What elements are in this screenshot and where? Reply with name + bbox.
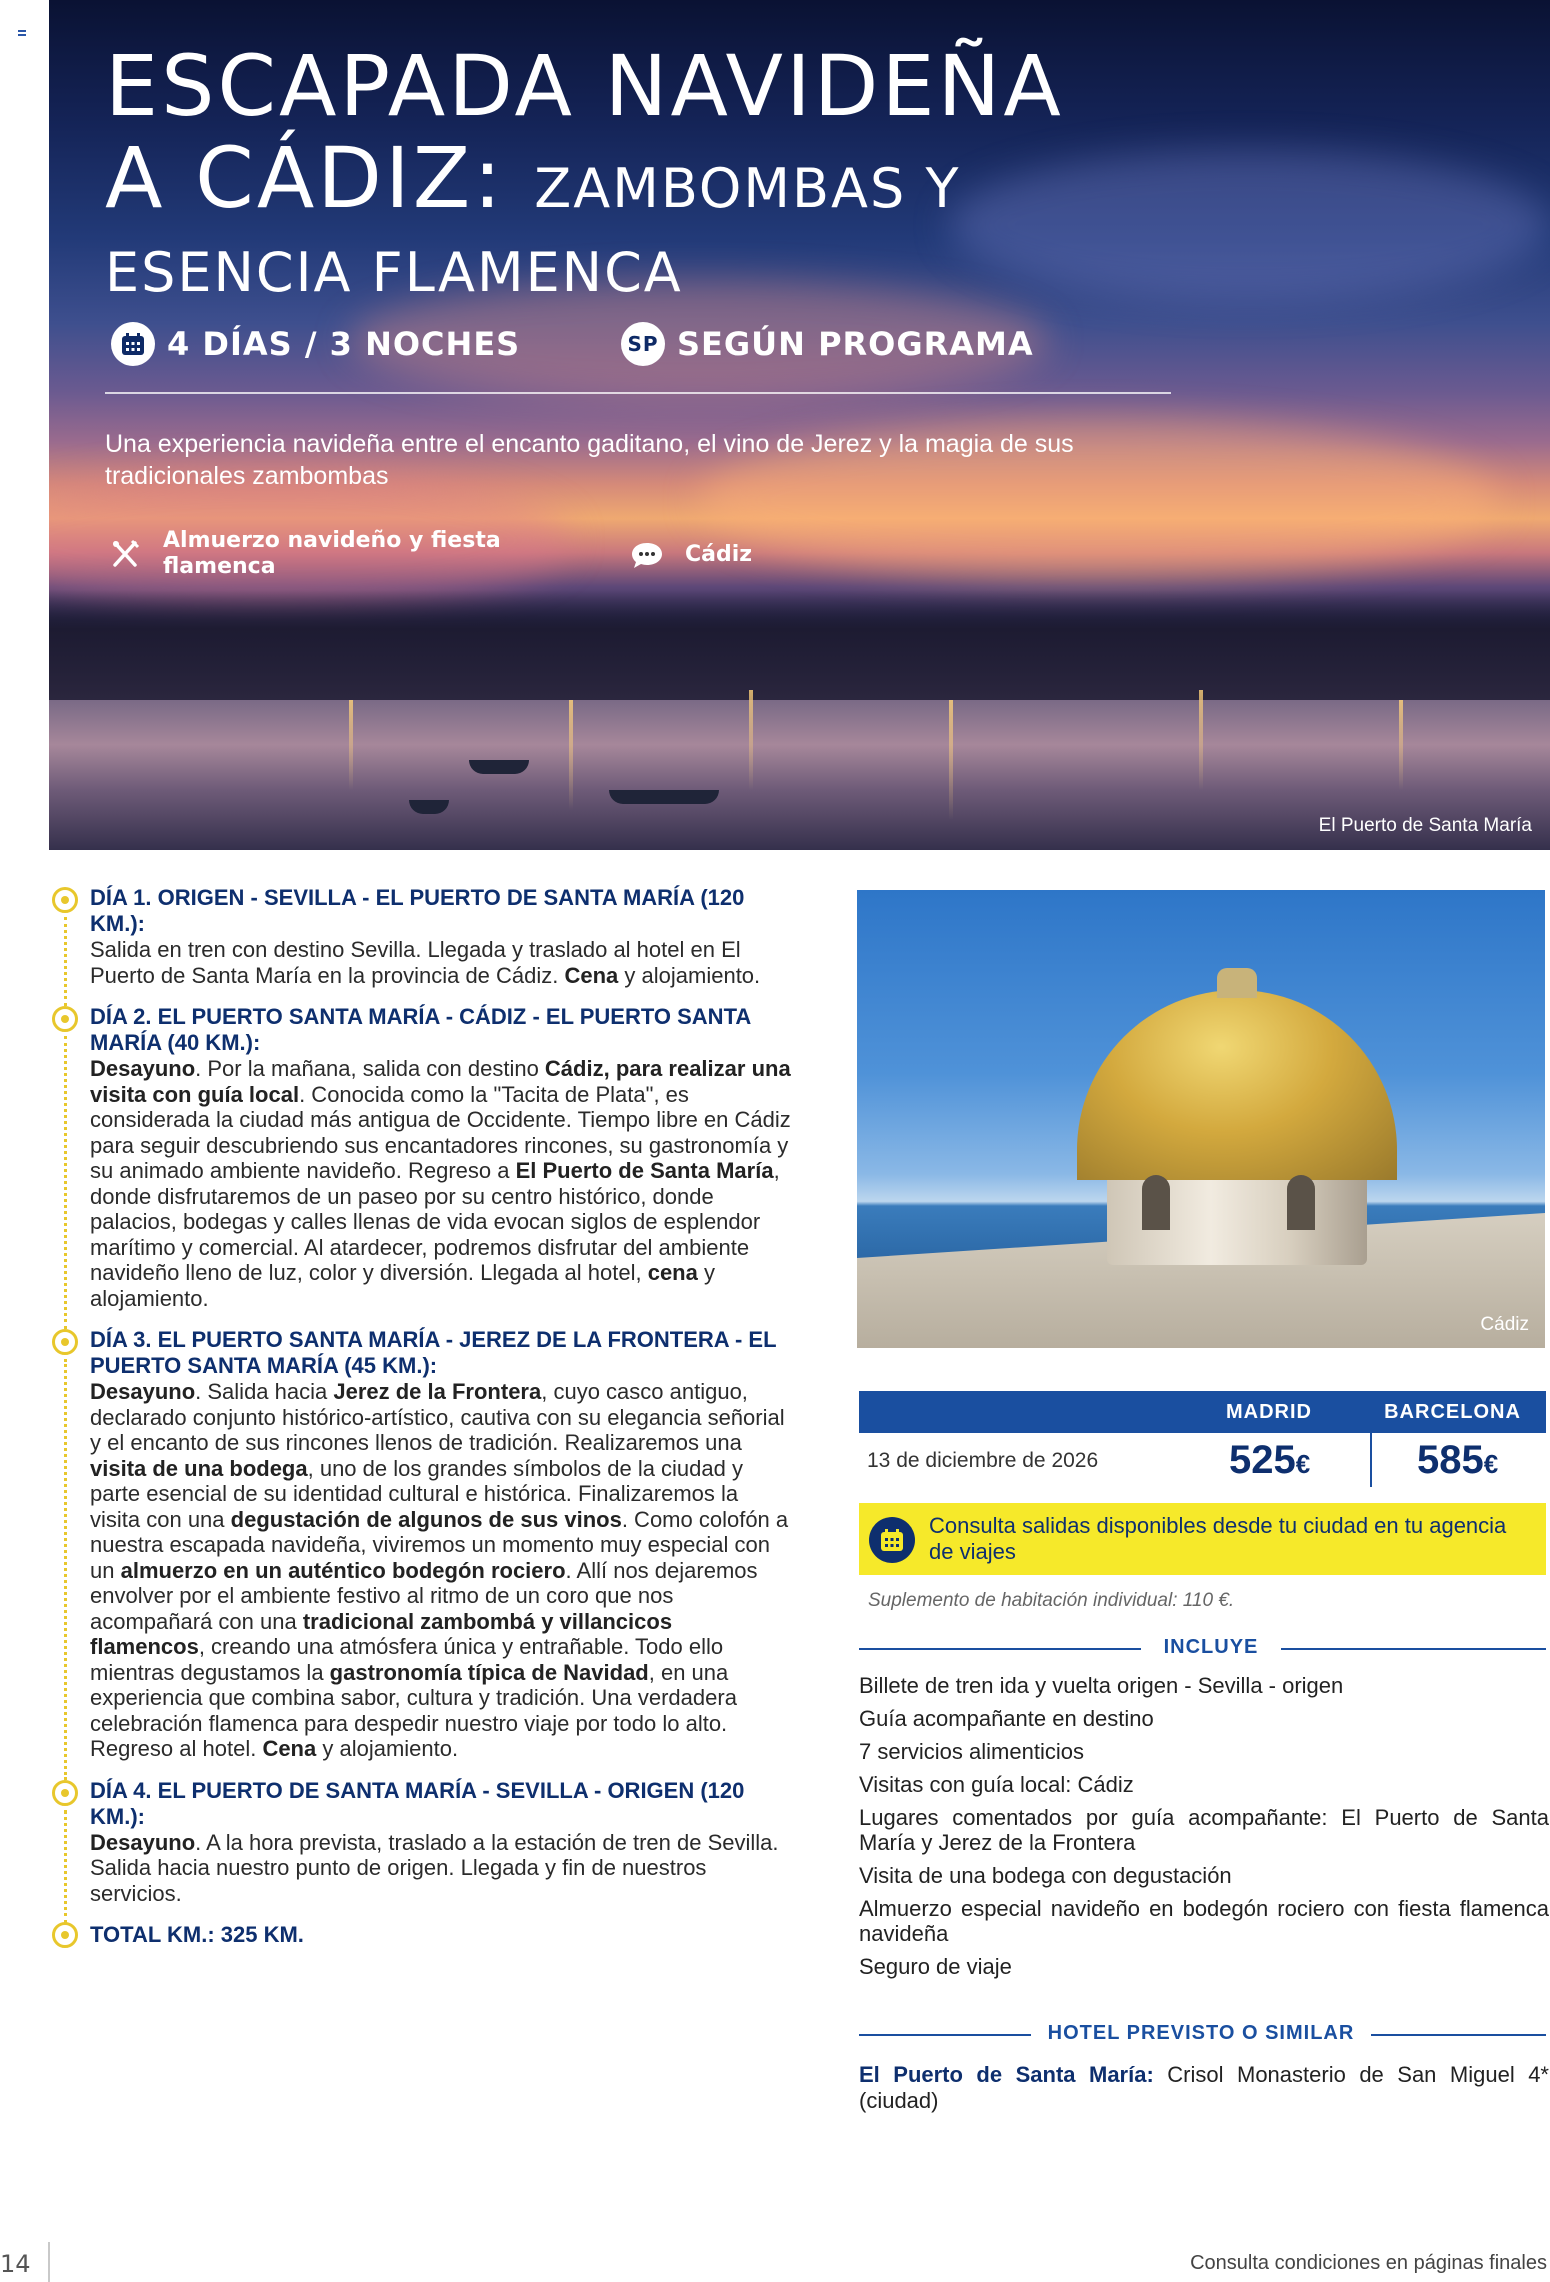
hotel-header: HOTEL PREVISTO O SIMILAR <box>859 2020 1546 2050</box>
bullet-icon <box>52 887 78 913</box>
day-title: DÍA 3. EL PUERTO SANTA MARÍA - JEREZ DE LA FRONTERA - EL PUERTO SANTA MARÍA (45 KM.): <box>90 1327 777 1378</box>
hotel-city: El Puerto de Santa María: <box>859 2062 1154 2087</box>
list-item: Billete de tren ida y vuelta origen - Sevilla - origen <box>859 1673 1344 1698</box>
hero-divider <box>105 392 1171 394</box>
cadiz-photo <box>857 890 1545 1348</box>
page-number: 14 <box>0 2250 31 2278</box>
day-description: Salida en tren con destino Sevilla. Llegada y traslado al hotel en El Puerto de Santa María en la provincia de Cádiz. Cena y alojamiento. <box>90 937 761 988</box>
hotel-name: Crisol Monasterio de San Miguel 4* (ciudad) <box>859 2062 1549 2113</box>
hero-photo-caption: El Puerto de Santa María <box>1318 815 1532 836</box>
incluye-header: INCLUYE <box>859 1634 1546 1664</box>
day-2 <box>52 1004 792 1311</box>
calendar-icon <box>869 1517 915 1563</box>
single-room-supplement: Suplemento de habitación individual: 110 €. <box>868 1590 1235 1611</box>
speech-bubble-icon <box>627 535 667 575</box>
sp-badge-icon: SP <box>621 322 665 366</box>
incluye-list <box>859 1673 1549 1987</box>
hotel-info <box>859 2062 1549 2114</box>
bullet-icon <box>52 1922 78 1948</box>
column-barcelona: BARCELONA <box>1384 1401 1521 1423</box>
footer-note: Consulta condiciones en páginas finales <box>1190 2252 1547 2274</box>
bullet-icon <box>52 1329 78 1355</box>
price-row <box>859 1433 1546 1491</box>
feature-city: Cádiz <box>627 535 752 575</box>
list-item: Visita de una bodega con degustación <box>859 1863 1232 1888</box>
day-description: Desayuno. A la hora prevista, traslado a la estación de tren de Sevilla. Salida hacia nuestro punto de origen. Llegada y fin de nuestros servicios. <box>90 1829 779 1906</box>
list-item: Lugares comentados por guía acompañante: El Puerto de Santa María y Jerez de la Frontera <box>859 1805 1549 1855</box>
bullet-icon <box>52 1006 78 1032</box>
price-madrid: 525€ <box>1229 1438 1311 1482</box>
day-description: Desayuno. Por la mañana, salida con destino Cádiz, para realizar una visita con guía local. Conocida como la "Tacita de Plata", es considerada la ciudad más antigua de Occidente. Tiempo libre en Cádiz para seguir descubriendo sus encantadores rincones, su gastronomía y su animado ambiente navideño. Regreso a El Puerto de Santa María, donde disfrutaremos de un paseo por su centro histórico, donde palacios, bodegas y calles llenas de vida evocan siglos de esplendor marítimo y comercial. Al atardecer, podremos disfrutar del ambiente navideño lleno de luz, color y diversión. Llegada al hotel, cena y alojamiento. <box>90 1056 791 1311</box>
hero-banner <box>49 0 1550 850</box>
photo-caption: Cádiz <box>1480 1314 1529 1335</box>
price-table-header <box>859 1391 1546 1433</box>
corner-mark <box>18 30 26 38</box>
list-item: Almuerzo especial navideño en bodegón rociero con fiesta flamenca navideña <box>859 1896 1549 1946</box>
list-item: Visitas con guía local: Cádiz <box>859 1772 1134 1797</box>
page-title <box>105 37 1064 304</box>
consulta-text: Consulta salidas disponibles desde tu ciudad en tu agencia de viajes <box>929 1513 1507 1564</box>
cutlery-icon <box>105 534 145 574</box>
day-title: DÍA 4. EL PUERTO DE SANTA MARÍA - SEVILLA - ORIGEN (120 KM.): <box>90 1777 745 1829</box>
calendar-icon <box>111 322 155 366</box>
departure-date: 13 de diciembre de 2026 <box>867 1449 1099 1472</box>
column-madrid: MADRID <box>1226 1401 1312 1423</box>
day-4 <box>52 1778 792 1907</box>
title-line-1: ESCAPADA NAVIDEÑA <box>105 37 1064 135</box>
price-barcelona: 585€ <box>1417 1438 1499 1482</box>
duration-tag: 4 DÍAS / 3 NOCHES <box>111 322 520 366</box>
list-item: 7 servicios alimenticios <box>859 1739 1084 1764</box>
day-3 <box>52 1327 792 1762</box>
day-title: DÍA 2. EL PUERTO SANTA MARÍA - CÁDIZ - EL PUERTO SANTA MARÍA (40 KM.): <box>90 1004 751 1055</box>
consulta-banner <box>859 1503 1546 1575</box>
bullet-icon <box>52 1780 78 1806</box>
total-km: TOTAL KM.: 325 KM. <box>52 1922 792 1948</box>
day-1 <box>52 885 792 988</box>
list-item: Guía acompañante en destino <box>859 1706 1154 1731</box>
day-description: Desayuno. Salida hacia Jerez de la Frontera, cuyo casco antiguo, declarado conjunto histórico-artístico, cautiva con su elegancia señorial y el encanto de sus rincones llenos de tradición. Realizaremos una visita de una bodega, uno de los grandes símbolos de la ciudad y parte esencial de su identidad cultural e histórica. Finalizaremos la visita con una degustación de algunos de sus vinos. Como colofón a nuestra escapada navideña, viviremos un momento muy especial con un almuerzo en un auténtico bodegón rociero. Allí nos dejaremos envolver por el ambiente festivo al ritmo de un coro que nos acompañará con una tradicional zambombá y villancicos flamencos, creando una atmósfera única y entrañable. Todo ello mientras degustamos la gastronomía típica de Navidad, en una experiencia que combina sabor, cultura y tradición. Una verdadera celebración flamenca para despedir nuestro viaje por todo lo alto. Regreso al hotel. Cena y alojamiento. <box>90 1379 789 1761</box>
day-title: DÍA 1. ORIGEN - SEVILLA - EL PUERTO DE SANTA MARÍA (120 KM.): <box>90 885 745 936</box>
itinerary <box>52 885 792 1948</box>
title-line-3: ESENCIA FLAMENCA <box>105 241 683 304</box>
hero-description: Una experiencia navideña entre el encanto gaditano, el vino de Jerez y la magia de sus tradicionales zambombas <box>105 430 1074 490</box>
list-item: Seguro de viaje <box>859 1954 1012 1979</box>
feature-meal: Almuerzo navideño y fiesta flamenca <box>105 528 525 580</box>
title-line-2: A CÁDIZ: ZAMBOMBAS Y <box>105 129 961 227</box>
program-tag: SP SEGÚN PROGRAMA <box>621 322 1034 366</box>
